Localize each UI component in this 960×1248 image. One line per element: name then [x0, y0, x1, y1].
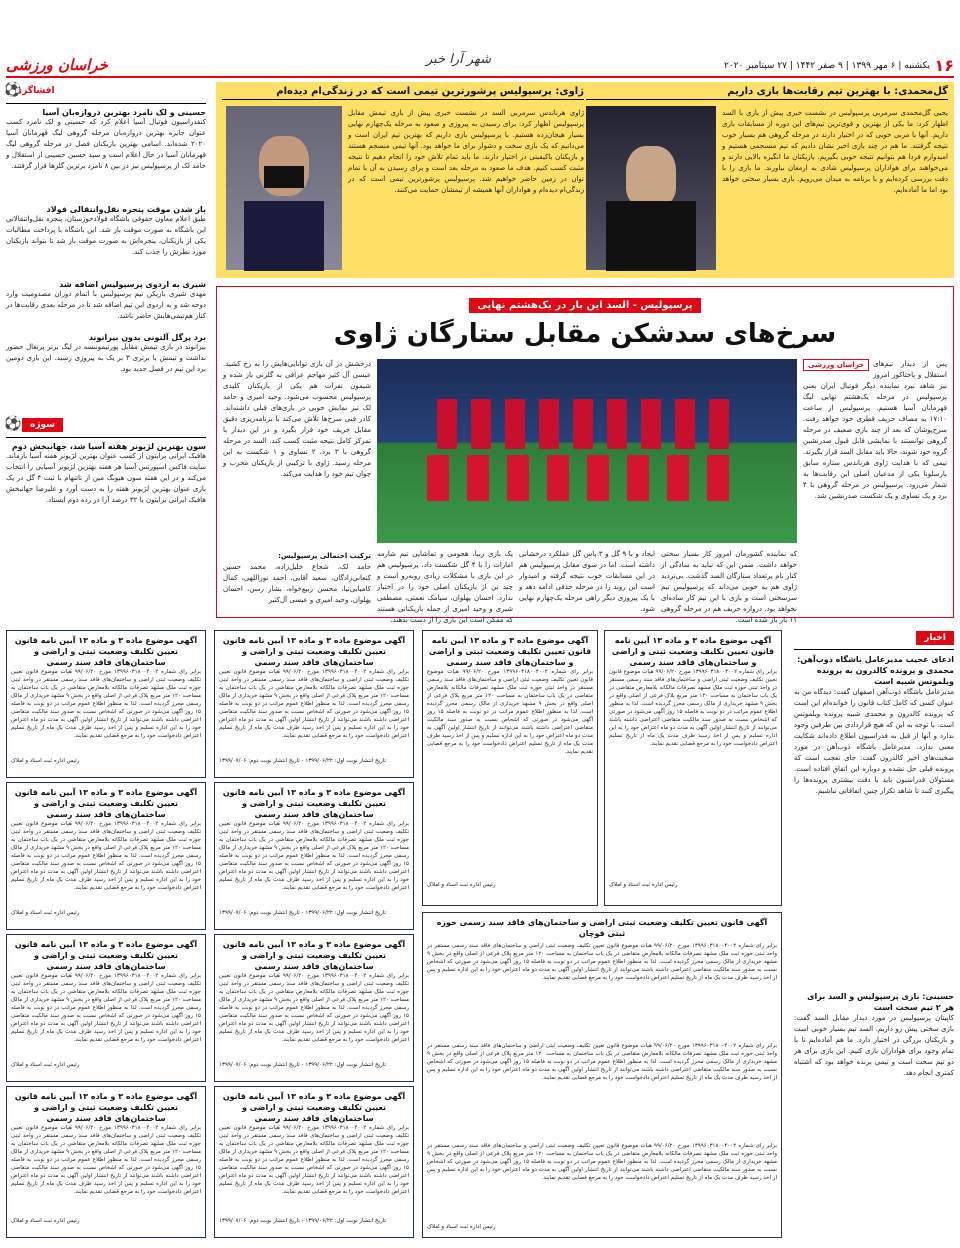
ad-signature: رئیس اداره ثبت اسناد و املاک — [427, 1224, 496, 1230]
feature-article — [216, 286, 954, 624]
news-text-2: طبق اعلام معاون حقوقی باشگاه فولادخوزستان، پنجره نقل‌وانتقالاتی این باشگاه به صورت موقت باز شد. این باشگاه با پرداخت مطالبات یکی از بازیکنان، پنجره‌اش به صورت موقت باز شد تا بتواند بازیکنان مورد نظرش را جذب کند. — [6, 215, 206, 256]
page-header — [6, 52, 954, 78]
ad-title: آگهی موضوع ماده ۳ و ماده ۱۳ آیین نامه قانون تعیین تکلیف وضعیت ثبتی و اراضی و ساختمان‌های فاقد سند رسمی — [428, 636, 592, 667]
sport-tag: سوژه — [22, 418, 63, 432]
ad-title: آگهی موضوع ماده ۳ و ماده ۱۳ آیین نامه قانون تعیین تکلیف وضعیت ثبتی و اراضی و ساختمان‌های فاقد سند رسمی — [611, 636, 775, 667]
feature-headline: سرخ‌های سدشکن مقابل ستارگان ژاوی — [333, 319, 837, 349]
lineup-text: حامد لک، شجاع خلیل‌زاده، محمد حسین کنعانی‌زادگان، سعید آقایی، احمد نوراللهی، کمال کامیابی‌نیا، محسن ربیع‌خواه، بشار رسن، احسان پهلوان، وحید امیری و عیسی آل‌کثیر — [223, 563, 371, 604]
news-text-3: مهدی شیری بازیکن تیم پرسپولیس با اتمام دوران مصدومیت وارد دوحه شد و به اردوی این تیم اضافه شد تا در مرحله بعدی رقابت‌ها در کنار هم‌تیمی‌هایش حاضر باشد. — [6, 290, 206, 320]
ad-body: برابر رای شماره ۱۳۹۹۶۰۳۱۸۰۰۴۰۰۲ مورخ ۹۹/۰۶/۲۰ هیات موضوع قانون تعیین تکلیف وضعیت ثبتی اراضی و ساختمان‌های فاقد سند رسمی مستقر در واحد ثبتی حوزه ثبت ملک مشهد تصرفات مالکانه بلامعارض متقاضی در یک باب ساختمان به مساحت ۱۲۰ متر مربع پلاک فرعی از اصلی واقع در بخش ۹ مشهد خریداری از مالک رسمی محرز گردیده است. لذا به منظور اطلاع عموم مراتب در دو نوبت به فاصله ۱۵ روز آگهی می‌شود در صورتی که اشخاص نسبت به صدور سند مالکیت متقاضی اعتراضی داشته باشند می‌توانند از تاریخ انتشار اولین آگهی به مدت دو ماه اعتراض خود را به این اداره تسلیم و پس از اخذ رسید ظرف مدت یک ماه از تاریخ تسلیم اعتراض دادخواست خود را به مرجع قضایی تقدیم نمایند. — [427, 1143, 777, 1181]
news-title-4: برد پرگل آلتونی بدون بیرانوند — [88, 333, 206, 342]
ad-box-1 — [6, 630, 206, 778]
ad-body: برابر رای شماره ۱۳۹۹۶۰۳۱۸۰۰۴۰۰۲ مورخ ۹۹/۰۶/۲۰ هیات موضوع قانون تعیین تکلیف وضعیت ثبتی اراضی و ساختمان‌های فاقد سند رسمی مستقر در واحد ثبتی حوزه ثبت ملک مشهد تصرفات مالکانه بلامعارض متقاضی در یک باب ساختمان به مساحت ۱۲۰ متر مربع پلاک فرعی از اصلی واقع در بخش ۹ مشهد خریداری از مالک رسمی محرز گردیده است. لذا به منظور اطلاع عموم مراتب در دو نوبت به فاصله ۱۵ روز آگهی می‌شود در صورتی که اشخاص نسبت به صدور سند مالکیت متقاضی اعتراضی داشته باشند می‌توانند از تاریخ انتشار اولین آگهی به مدت دو ماه اعتراض خود را به این اداره تسلیم و پس از اخذ رسید ظرف مدت یک ماه از تاریخ تسلیم اعتراض دادخواست خود را به مرجع قضایی تقدیم نمایند. — [427, 669, 594, 755]
right-news-text-1: مدیرعامل باشگاه ذوب‌آهن اصفهان گفت: دیدگاه من به عنوان کسی که کامل کتاب قانون را خوانده‌ام این است که پرونده کالدرون و محمدی شبیه پرونده ویلموتس است. با توجه به این که هیچ قراردادی بین طرفین وجود ندارد و آنها از قبل به فدراسیون اطلاع داده‌اند شکایت معنی ندارد. مدیرعامل باشگاه ذوب‌آهن در مورد صحبت‌های اخیر کالدرون گفت: جای تعجب است که پرونده قبلی حل نشده و دوباره این اتفاق افتاده است. مسئولان فدراسیون باید با دقت بیشتری پرونده‌ها را پیگیری کنند تا شاهد تکرار چنین اتفاقاتی نباشیم. — [794, 688, 954, 795]
ad-title: آگهی موضوع ماده ۳ و ماده ۱۳ آیین نامه قانون تعیین تکلیف وضعیت ثبتی و اراضی و ساختمان‌های فاقد سند رسمی — [222, 1092, 406, 1123]
ad-signature: رئیس اداره ثبت اسناد و املاک — [11, 910, 80, 916]
ad-dates: تاریخ انتشار نوبت اول: ۱۳۹۹/۰۶/۲۲ - تاریخ انتشار نوبت دوم: ۱۳۹۹/۰۷/۰۶ — [219, 1218, 386, 1224]
ad-signature: رئیس اداره ثبت اسناد و املاک — [609, 882, 678, 888]
left-column — [6, 82, 206, 682]
ad-title: آگهی موضوع ماده ۳ و ماده ۱۳ آیین نامه قانون تعیین تکلیف وضعیت ثبتی و اراضی و ساختمان‌های فاقد سند رسمی — [222, 636, 406, 667]
right-news-tag: اخبار — [916, 631, 954, 645]
ad-body: برابر رای شماره ۱۳۹۹۶۰۳۱۸۰۰۴۰۰۲ مورخ ۹۹/۰۶/۲۰ هیات موضوع قانون تعیین تکلیف وضعیت ثبتی اراضی و ساختمان‌های فاقد سند رسمی مستقر در واحد ثبتی حوزه ثبت ملک مشهد تصرفات مالکانه بلامعارض متقاضی در یک باب ساختمان به مساحت ۱۲۰ متر مربع پلاک فرعی از اصلی واقع در بخش ۹ مشهد خریداری از مالک رسمی محرز گردیده است. لذا به منظور اطلاع عموم مراتب در دو نوبت به فاصله ۱۵ روز آگهی می‌شود در صورتی که اشخاص نسبت به صدور سند مالکیت متقاضی اعتراضی داشته باشند می‌توانند از تاریخ انتشار اولین آگهی به مدت دو ماه اعتراض خود را به این اداره تسلیم و پس از اخذ رسید ظرف مدت یک ماه از تاریخ تسلیم اعتراض دادخواست خود را به مرجع قضایی تقدیم نمایند. — [427, 1043, 777, 1081]
ad-body: برابر رای شماره ۱۳۹۹۶۰۳۱۸۰۰۴۰۰۲ مورخ ۹۹/۰۶/۲۰ هیات موضوع قانون تعیین تکلیف وضعیت ثبتی اراضی و ساختمان‌های فاقد سند رسمی مستقر در واحد ثبتی حوزه ثبت ملک مشهد تصرفات مالکانه بلامعارض متقاضی در یک باب ساختمان به مساحت ۱۲۰ متر مربع پلاک فرعی از اصلی واقع در بخش ۹ مشهد خریداری از مالک رسمی محرز گردیده است. لذا به منظور اطلاع عموم مراتب در دو نوبت به فاصله ۱۵ روز آگهی می‌شود در صورتی که اشخاص نسبت به صدور سند مالکیت متقاضی اعتراضی داشته باشند می‌توانند از تاریخ انتشار اولین آگهی به مدت دو ماه اعتراض خود را به این اداره تسلیم و پس از اخذ رسید ظرف مدت یک ماه از تاریخ تسلیم اعتراض دادخواست خود را به مرجع قضایی تقدیم نمایند. — [11, 669, 202, 739]
ad-title: آگهی موضوع ماده ۳ و ماده ۱۳ آیین نامه قانون تعیین تکلیف وضعیت ثبتی و اراضی و ساختمان‌های فاقد سند رسمی — [14, 940, 198, 971]
page-number: ۱۶ — [934, 56, 954, 75]
ad-dates: تاریخ انتشار نوبت اول: ۱۳۹۹/۰۶/۲۲ - تاریخ انتشار نوبت دوم: ۱۳۹۹/۰۷/۰۶ — [219, 910, 386, 916]
ad-box-6 — [214, 782, 414, 930]
xavi-photo — [226, 106, 342, 270]
interviews-box — [216, 82, 954, 278]
right-news-title-1: ادعای عجیب مدیرعامل باشگاه ذوب‌آهن: محمدی و پرونده کالدرون به پرونده ویلموتس شبیه است — [797, 655, 954, 686]
news-title-2: باز شدن موقت پنجره نقل‌وانتقالی فولاد — [46, 205, 206, 214]
ad-body: برابر رای شماره ۱۳۹۹۶۰۳۱۸۰۰۴۰۰۲ مورخ ۹۹/۰۶/۲۰ هیات موضوع قانون تعیین تکلیف وضعیت ثبتی اراضی و ساختمان‌های فاقد سند رسمی مستقر در واحد ثبتی حوزه ثبت ملک مشهد تصرفات مالکانه بلامعارض متقاضی در یک باب ساختمان به مساحت ۱۲۰ متر مربع پلاک فرعی از اصلی واقع در بخش ۹ مشهد خریداری از مالک رسمی محرز گردیده است. لذا به منظور اطلاع عموم مراتب در دو نوبت به فاصله ۱۵ روز آگهی می‌شود در صورتی که اشخاص نسبت به صدور سند مالکیت متقاضی اعتراضی داشته باشند می‌توانند از تاریخ انتشار اولین آگهی به مدت دو ماه اعتراض خود را به این اداره تسلیم و پس از اخذ رسید ظرف مدت یک ماه از تاریخ تسلیم اعتراض دادخواست خود را به مرجع قضایی تقدیم نمایند. — [219, 669, 410, 739]
ad-signature: رئیس اداره ثبت اسناد و املاک — [11, 1218, 80, 1224]
ad-dates: تاریخ انتشار نوبت اول: ۱۳۹۹/۰۶/۲۲ - تاریخ انتشار نوبت دوم: ۱۳۹۹/۰۷/۰۶ — [219, 758, 386, 764]
ad-box-9 — [422, 630, 598, 906]
ad-title: آگهی موضوع ماده ۳ و ماده ۱۳ آیین نامه قانون تعیین تکلیف وضعیت ثبتی و اراضی و ساختمان‌های فاقد سند رسمی — [222, 788, 406, 819]
feature-logo-tag: خراسان ورزشی — [803, 359, 869, 371]
ad-box-5 — [214, 630, 414, 778]
feature-col5-text: درخشش در آن بازی توانایی‌هایش را به رخ کشید. عیسی آل کثیر مهاجم عراقی به گلزنی باز شده و شیمون تفرات هم یکی از بازیکنان کلیدی پرسپولیس محسوب می‌شود. وحید امیری و حامد لک نیز نمایش خوبی در بازی‌های قبلی داشته‌اند. کادر فنی سرخ‌ها تلاش می‌کند با برنامه‌ریزی دقیق مقابل حریف خود قرار بگیرد و در این دیدار با تمرکز کامل نتیجه مثبت کسب کند. السد در مرحله گروهی با ۳ برد، ۲ تساوی و ۱ شکست به این مرحله رسید. ژاوی با ترکیبی از بازیکنان مجرب و جوان تیم خود را هدایت می‌کند. — [223, 360, 372, 478]
news-title-3: شیری به اردوی پرسپولیس اضافه شد — [59, 280, 206, 289]
ad-box-7 — [214, 934, 414, 1082]
ad-title: آگهی موضوع ماده ۳ و ماده ۱۳ آیین نامه قانون تعیین تکلیف وضعیت ثبتی و اراضی و ساختمان‌های فاقد سند رسمی — [222, 940, 406, 971]
ad-body: برابر رای شماره ۱۳۹۹۶۰۳۱۸۰۰۴۰۰۲ مورخ ۹۹/۰۶/۲۰ هیات موضوع قانون تعیین تکلیف وضعیت ثبتی اراضی و ساختمان‌های فاقد سند رسمی مستقر در واحد ثبتی حوزه ثبت ملک مشهد تصرفات مالکانه بلامعارض متقاضی در یک باب ساختمان به مساحت ۱۲۰ متر مربع پلاک فرعی از اصلی واقع در بخش ۹ مشهد خریداری از مالک رسمی محرز گردیده است. لذا به منظور اطلاع عموم مراتب در دو نوبت به فاصله ۱۵ روز آگهی می‌شود در صورتی که اشخاص نسبت به صدور سند مالکیت متقاضی اعتراضی داشته باشند می‌توانند از تاریخ انتشار اولین آگهی به مدت دو ماه اعتراض خود را به این اداره تسلیم و پس از اخذ رسید ظرف مدت یک ماه از تاریخ تسلیم اعتراض دادخواست خود را به مرجع قضایی تقدیم نمایند. — [11, 821, 202, 891]
ad-body: برابر رای شماره ۱۳۹۹۶۰۳۱۸۰۰۴۰۰۲ مورخ ۹۹/۰۶/۲۰ هیات موضوع قانون تعیین تکلیف وضعیت ثبتی اراضی و ساختمان‌های فاقد سند رسمی مستقر در واحد ثبتی حوزه ثبت ملک مشهد تصرفات مالکانه بلامعارض متقاضی در یک باب ساختمان به مساحت ۱۲۰ متر مربع پلاک فرعی از اصلی واقع در بخش ۹ مشهد خریداری از مالک رسمی محرز گردیده است. لذا به منظور اطلاع عموم مراتب در دو نوبت به فاصله ۱۵ روز آگهی می‌شود در صورتی که اشخاص نسبت به صدور سند مالکیت متقاضی اعتراضی داشته باشند می‌توانند از تاریخ انتشار اولین آگهی به مدت دو ماه اعتراض خود را به این اداره تسلیم و پس از اخذ رسید ظرف مدت یک ماه از تاریخ تسلیم اعتراض دادخواست خود را به مرجع قضایی تقدیم نمایند. — [219, 973, 410, 1043]
feature-kicker: پرسپولیس - السد این بار در یک‌هشتم نهایی — [469, 298, 700, 313]
afsaie-tag: افشاگری — [6, 84, 63, 98]
ad-body: برابر رای شماره ۱۳۹۹۶۰۳۱۸۰۰۴۰۰۲ مورخ ۹۹/۰۶/۲۰ هیات موضوع قانون تعیین تکلیف وضعیت ثبتی اراضی و ساختمان‌های فاقد سند رسمی مستقر در واحد ثبتی حوزه ثبت ملک مشهد تصرفات مالکانه بلامعارض متقاضی در یک باب ساختمان به مساحت ۱۲۰ متر مربع پلاک فرعی از اصلی واقع در بخش ۹ مشهد خریداری از مالک رسمی محرز گردیده است. لذا به منظور اطلاع عموم مراتب در دو نوبت به فاصله ۱۵ روز آگهی می‌شود در صورتی که اشخاص نسبت به صدور سند مالکیت متقاضی اعتراضی داشته باشند می‌توانند از تاریخ انتشار اولین آگهی به مدت دو ماه اعتراض خود را به این اداره تسلیم و پس از اخذ رسید ظرف مدت یک ماه از تاریخ تسلیم اعتراض دادخواست خود را به مرجع قضایی تقدیم نمایند. — [609, 669, 778, 747]
ad-wide-title: آگهی قانون تعیین تکلیف وضعیت ثبتی اراضی و ساختمان‌های فاقد سند رسمی حوزه ثبتی قوچان — [436, 918, 768, 938]
ad-signature: رئیس اداره ثبت اسناد و املاک — [11, 1062, 80, 1068]
ball-icon-2: ⚽ — [4, 416, 22, 432]
ball-icon: ⚽ — [4, 82, 22, 98]
news-title-5: سون بهترین لژیونر هفته آسیا شد، جهانبخش دوم — [11, 442, 206, 451]
ad-title: آگهی موضوع ماده ۳ و ماده ۱۳ آیین نامه قانون تعیین تکلیف وضعیت ثبتی و اراضی و ساختمان‌های فاقد سند رسمی — [14, 1092, 198, 1123]
team-photo — [377, 359, 797, 543]
news-title-1: حسینی و لک نامزد بهترین دروازه‌بان آسیا — [42, 108, 206, 117]
ads-area — [6, 630, 782, 1242]
golmohammadi-photo — [586, 106, 716, 270]
xavi-text: ژاوی هرناندس سرمربی السد در نشست خبری پیش از بازی تیمش مقابل پرسپولیس اظهار کرد: برای رسیدن به پیروزی و صعود به مرحله یک‌چهارم نهایی بسیار هیجان‌زده هستیم. با پرسپولیس بازی داریم که بهترین تیم ایران است و می‌دانیم که یک بازی سخت و دشوار برای ما خواهد بود. آنها تیمی منسجم هستند و بازیکنان باکیفیتی در اختیار دارند. ما باید تمام تلاش خود را انجام دهیم تا نتیجه مثبت کسب کنیم. هدف ما صعود به مرحله بعد است و برای رسیدن به آن با تمام توان در زمین حاضر خواهیم شد. پرسپولیس پرشورترین تیمی است که در زندگی‌ام دیده‌ام و هواداران آنها همیشه از تیمشان حمایت می‌کنند. — [348, 109, 584, 194]
news-text-1: کنفدراسیون فوتبال آسیا اعلام کرد که حسینی و لک نامزد کسب عنوان جایزه بهترین دروازه‌بان مرحله گروهی لیگ قهرمانان آسیا ۲۰۲۰ شده‌اند. اسامی بهترین بازیکنان فصل در مرحله گروهی لیگ قهرمانان آسیا در حال اعلام است و سید حسین حسینی از استقلال و حامد لک از پرسپولیس نیز در بین ۸ نامزد برترین گلرها قرار گرفتند. — [6, 118, 206, 170]
ad-body: برابر رای شماره ۱۳۹۹۶۰۳۱۸۰۰۴۰۰۲ مورخ ۹۹/۰۶/۲۰ هیات موضوع قانون تعیین تکلیف وضعیت ثبتی اراضی و ساختمان‌های فاقد سند رسمی مستقر در واحد ثبتی حوزه ثبت ملک مشهد تصرفات مالکانه بلامعارض متقاضی در یک باب ساختمان به مساحت ۱۲۰ متر مربع پلاک فرعی از اصلی واقع در بخش ۹ مشهد خریداری از مالک رسمی محرز گردیده است. لذا به منظور اطلاع عموم مراتب در دو نوبت به فاصله ۱۵ روز آگهی می‌شود در صورتی که اشخاص نسبت به صدور سند مالکیت متقاضی اعتراضی داشته باشند می‌توانند از تاریخ انتشار اولین آگهی به مدت دو ماه اعتراض خود را به این اداره تسلیم و پس از اخذ رسید ظرف مدت یک ماه از تاریخ تسلیم اعتراض دادخواست خود را به مرجع قضایی تقدیم نمایند. — [219, 1125, 410, 1195]
right-news-text-2: کاپیتان پرسپولیس در مورد دیدار مقابل السد گفت: بازی سختی پیش رو داریم. السد تیم بسیار خوبی است و بازیکنان بزرگی در اختیار دارد. ما هم آماده‌ایم تا با تمام وجود برای هواداران بازی کنیم. این بازی برای هر دو تیم سخت است و تیمی برنده خواهد بود که اشتباه کمتری انجام دهد. — [794, 1014, 954, 1077]
golmohammadi-text: یحیی گل‌محمدی سرمربی پرسپولیس در نشست خبری پیش از بازی با السد اظهار کرد: ما یکی از بهترین و قوی‌ترین تیم‌های این دوره از مسابقات بازی داریم. آنها با مربی خوبی که در اختیار دارند در مرحله گروهی هم بسیار خوب نتیجه گرفتند. ما هم در چند بازی اخیر نشان دادیم که تیم منسجمی هستیم و امیدوارم فردا هم بتوانیم نتیجه خوبی بگیریم. بازیکنان ما انگیزه بالایی دارند و می‌خواهند برای هواداران پرسپولیس شادی به ارمغان بیاورند. ما بازی را با دقت بررسی کرده‌ایم و با برنامه به میدان می‌رویم. بازی بسیار سختی خواهد بود اما ما آماده‌ایم. — [722, 109, 948, 194]
ad-box-wide — [422, 912, 782, 1238]
feature-col2-text: که نماینده کشورمان امروز کار بسیار سختی خواهد داشت. ضمن این که نباید به سادگی از کنار نام پرتعداد ستارگان السد گذشت. بی‌تردید ژاوی هم به خوبی می‌داند که پرسپولیس تیم سرسختی است و بازی با این تیم کار ساده‌ای نخواهد بود. دروازه حریف هم در مرحله گروهی ۱۱ بار باز شده است. — [661, 550, 797, 624]
xavi-title: ژاوی: پرسپولیس پرشورترین تیمی است که در زندگی‌ام دیده‌ام — [222, 86, 584, 100]
right-news-column — [794, 630, 954, 1242]
ad-box-2 — [6, 782, 206, 930]
ad-body: برابر رای شماره ۱۳۹۹۶۰۳۱۸۰۰۴۰۰۲ مورخ ۹۹/۰۶/۲۰ هیات موضوع قانون تعیین تکلیف وضعیت ثبتی اراضی و ساختمان‌های فاقد سند رسمی مستقر در واحد ثبتی حوزه ثبت ملک مشهد تصرفات مالکانه بلامعارض متقاضی در یک باب ساختمان به مساحت ۱۲۰ متر مربع پلاک فرعی از اصلی واقع در بخش ۹ مشهد خریداری از مالک رسمی محرز گردیده است. لذا به منظور اطلاع عموم مراتب در دو نوبت به فاصله ۱۵ روز آگهی می‌شود در صورتی که اشخاص نسبت به صدور سند مالکیت متقاضی اعتراضی داشته باشند می‌توانند از تاریخ انتشار اولین آگهی به مدت دو ماه اعتراض خود را به این اداره تسلیم و پس از اخذ رسید ظرف مدت یک ماه از تاریخ تسلیم اعتراض دادخواست خود را به مرجع قضایی تقدیم نمایند. — [11, 973, 202, 1043]
lineup-label: ترکیب احتمالی پرسپولیس: — [278, 552, 371, 560]
ad-box-3 — [6, 934, 206, 1082]
right-news-title-2: حسینی: بازی پرسپولیس و السد برای هر ۲ تیم سخت است — [807, 992, 954, 1012]
ad-body: برابر رای شماره ۱۳۹۹۶۰۳۱۸۰۰۴۰۰۲ مورخ ۹۹/۰۶/۲۰ هیات موضوع قانون تعیین تکلیف وضعیت ثبتی اراضی و ساختمان‌های فاقد سند رسمی مستقر در واحد ثبتی حوزه ثبت ملک مشهد تصرفات مالکانه بلامعارض متقاضی در یک باب ساختمان به مساحت ۱۲۰ متر مربع پلاک فرعی از اصلی واقع در بخش ۹ مشهد خریداری از مالک رسمی محرز گردیده است. لذا به منظور اطلاع عموم مراتب در دو نوبت به فاصله ۱۵ روز آگهی می‌شود در صورتی که اشخاص نسبت به صدور سند مالکیت متقاضی اعتراضی داشته باشند می‌توانند از تاریخ انتشار اولین آگهی به مدت دو ماه اعتراض خود را به این اداره تسلیم و پس از اخذ رسید ظرف مدت یک ماه از تاریخ تسلیم اعتراض دادخواست خود را به مرجع قضایی تقدیم نمایند. — [427, 943, 777, 981]
ad-body: برابر رای شماره ۱۳۹۹۶۰۳۱۸۰۰۴۰۰۲ مورخ ۹۹/۰۶/۲۰ هیات موضوع قانون تعیین تکلیف وضعیت ثبتی اراضی و ساختمان‌های فاقد سند رسمی مستقر در واحد ثبتی حوزه ثبت ملک مشهد تصرفات مالکانه بلامعارض متقاضی در یک باب ساختمان به مساحت ۱۲۰ متر مربع پلاک فرعی از اصلی واقع در بخش ۹ مشهد خریداری از مالک رسمی محرز گردیده است. لذا به منظور اطلاع عموم مراتب در دو نوبت به فاصله ۱۵ روز آگهی می‌شود در صورتی که اشخاص نسبت به صدور سند مالکیت متقاضی اعتراضی داشته باشند می‌توانند از تاریخ انتشار اولین آگهی به مدت دو ماه اعتراض خود را به این اداره تسلیم و پس از اخذ رسید ظرف مدت یک ماه از تاریخ تسلیم اعتراض دادخواست خود را به مرجع قضایی تقدیم نمایند. — [11, 1125, 202, 1195]
ad-title: آگهی موضوع ماده ۳ و ماده ۱۳ آیین نامه قانون تعیین تکلیف وضعیت ثبتی و اراضی و ساختمان‌های فاقد سند رسمی — [14, 636, 198, 667]
ad-signature: رئیس اداره ثبت اسناد و املاک — [427, 882, 496, 888]
news-text-4: بیرانوند در بازی تیمش مقابل پورتیموننسه در لیگ برتر پرتغال حضور نداشت و تیمش با برتری ۳ بر یک به پیروزی رسید. این بازی دومین برد این تیم در فصل جدید بود. — [6, 343, 207, 373]
feature-col3-text: ایجاد و با ۹ گل و ۳ پاس گل عملکرد درخشانی داشته است. اما در سوی مقابل پرسپولیس هم در این مسابقات خوب نتیجه گرفته و امیدوار است این روند را در مرحله حذفی ادامه دهد و با یک پیروزی دیگر راهی مرحله یک‌چهارم نهایی شود. — [519, 550, 655, 613]
brand-logo: خراسان ورزشی — [6, 56, 108, 74]
ad-body: برابر رای شماره ۱۳۹۹۶۰۳۱۸۰۰۴۰۰۲ مورخ ۹۹/۰۶/۲۰ هیات موضوع قانون تعیین تکلیف وضعیت ثبتی اراضی و ساختمان‌های فاقد سند رسمی مستقر در واحد ثبتی حوزه ثبت ملک مشهد تصرفات مالکانه بلامعارض متقاضی در یک باب ساختمان به مساحت ۱۲۰ متر مربع پلاک فرعی از اصلی واقع در بخش ۹ مشهد خریداری از مالک رسمی محرز گردیده است. لذا به منظور اطلاع عموم مراتب در دو نوبت به فاصله ۱۵ روز آگهی می‌شود در صورتی که اشخاص نسبت به صدور سند مالکیت متقاضی اعتراضی داشته باشند می‌توانند از تاریخ انتشار اولین آگهی به مدت دو ماه اعتراض خود را به این اداره تسلیم و پس از اخذ رسید ظرف مدت یک ماه از تاریخ تسلیم اعتراض دادخواست خود را به مرجع قضایی تقدیم نمایند. — [219, 821, 410, 891]
golmohammadi-title: گل‌محمدی: با بهترین تیم رقابت‌ها بازی داریم — [586, 86, 948, 100]
date-line: یکشنبه | ۶ مهر ۱۳۹۹ | ۹ صفر ۱۴۴۲ | ۲۷ سپتامبر ۲۰۲۰ — [724, 61, 930, 71]
feature-col1-text: پس از دیدار تیم‌های استقلال و پاختاکور امروز نیز شاهد نبرد نماینده دیگر فوتبال ایران یعنی پرسپولیس در مرحله یک‌هشتم نهایی لیگ قهرمانان آسیا هستیم. پرسپولیس از ساعت ۱۷:۱۰ به مصاف حریف قطری خود خواهد رفت. سرخ‌پوشان که بعد از چند بازی ضعیف در مرحله گروهی توانستند با نمایشی قابل قبول صدرنشین گروه خود شوند، حالا باید مقابل السد قرار بگیرند. تیمی که با هدایت ژاوی هرناندس ستاره سابق بارسلونا یکی از مدعیان اصلی این رقابت‌ها به شمار می‌رود. پرسپولیس در مرحله گروهی با ۴ برد و یک تساوی و یک شکست صدرنشین شد. — [803, 360, 947, 500]
script-logo: شهر آرا خبر — [426, 52, 491, 67]
news-text-5: هافبک ایرانی برایتون از کسب عنوان بهترین لژیونر هفته آسیا بازماند. سایت فاکس اسپورتس آسیا هر هفته بهترین لژیونر آسیایی را انتخاب می‌کند و در این هفته سون هیونگ مین از تاتنهام با ثبت ۴ گل در یک بازی عنوان بهترین لژیونر هفته را به دست آورد و علیرضا جهانبخش هافبک ایرانی برایتون با ۳۲ درصد آرا در رده دوم ایستاد. — [6, 452, 206, 504]
ad-title: آگهی موضوع ماده ۳ و ماده ۱۳ آیین نامه قانون تعیین تکلیف وضعیت ثبتی و اراضی و ساختمان‌های فاقد سند رسمی — [14, 788, 198, 819]
ad-signature: رئیس اداره ثبت اسناد و املاک — [11, 758, 80, 764]
ad-box-4 — [6, 1086, 206, 1238]
ad-box-10 — [604, 630, 782, 906]
ad-box-8 — [214, 1086, 414, 1238]
ad-dates: تاریخ انتشار نوبت اول: ۱۳۹۹/۰۶/۲۲ - تاریخ انتشار نوبت دوم: ۱۳۹۹/۰۷/۰۶ — [219, 1062, 386, 1068]
feature-col4-text: یک بازی زیبا، هجومی و تماشایی تیم شارمه امارات را با ۴ گل شکست داد. پرسپولیس هم در این بازی با مشکلات زیادی روبه‌رو است و چند تن از بازیکنان اصلی خود را در اختیار ندارد. احسان پهلوان، سیامک نعمتی، مصطفی شیری و وحید امیری از جمله بازیکنانی هستند که ممکن است این بازی را از دست بدهند. — [377, 550, 513, 624]
